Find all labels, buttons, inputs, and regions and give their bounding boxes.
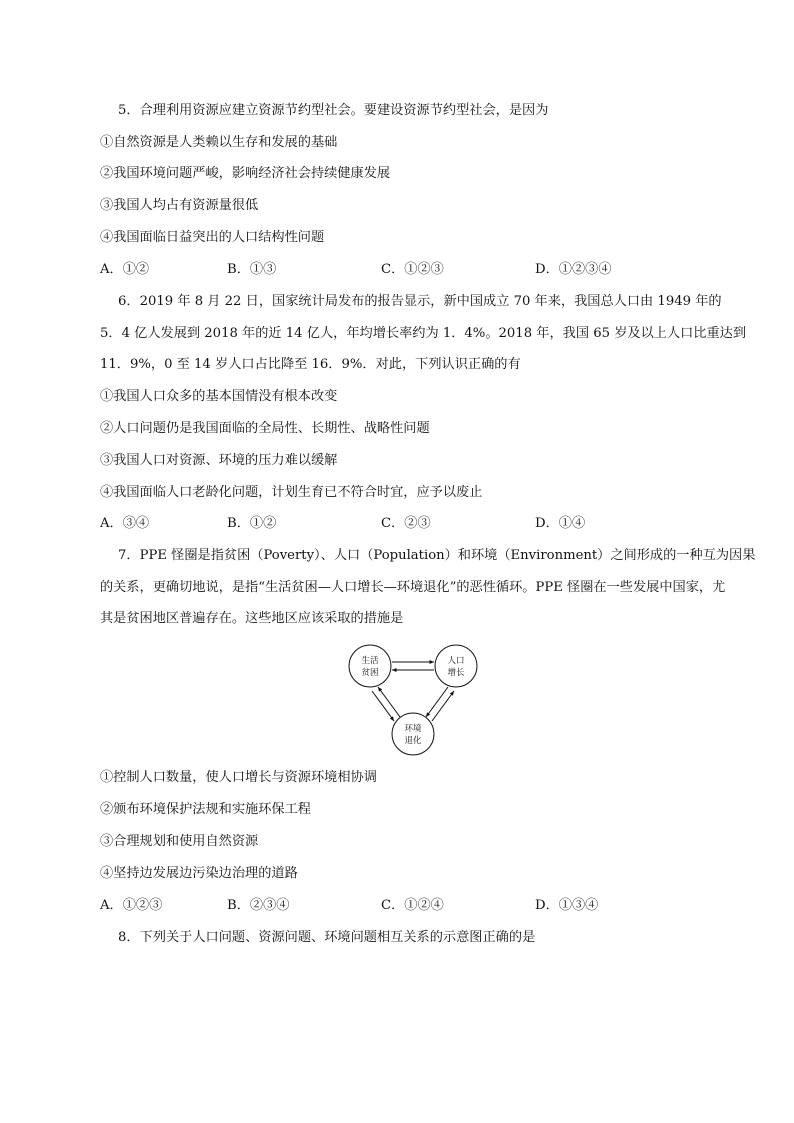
arrow-environment-to-poverty — [378, 687, 400, 717]
node-poverty-label-2: 贫困 — [361, 668, 379, 678]
q7-stem-line-1: 7．PPE 怪圈是指贫困（Poverty）、人口（Population）和环境（Environment）之间形成的一种互为因果 — [118, 548, 756, 563]
node-population-label-1: 人口 — [447, 656, 465, 666]
q7-option-b[interactable]: B．②③④ — [227, 898, 290, 913]
q8-stem: 8．下列关于人口问题、资源问题、环境问题相互关系的示意图正确的是 — [118, 930, 536, 945]
q5-option-d[interactable]: D．①②③④ — [535, 262, 612, 277]
ppe-cycle-svg — [346, 642, 482, 758]
q5-stem: 5．合理利用资源应建立资源节约型社会。要建设资源节约型社会，是因为 — [118, 103, 549, 118]
q7-option-c[interactable]: C．①②④ — [381, 898, 444, 913]
q7-stem-line-2: 的关系，更确切地说，是指“生活贫困—人口增长—环境退化”的恶性循环。PPE 怪圈在一些发展中国家，尤 — [100, 580, 726, 595]
q6-option-c[interactable]: C．②③ — [381, 516, 431, 531]
q7-option-d[interactable]: D．①③④ — [535, 898, 599, 913]
q6-item-3: ③我国人口对资源、环境的压力难以缓解 — [100, 453, 338, 468]
q6-option-a[interactable]: A．③④ — [100, 516, 150, 531]
q6-stem-line-1: 6．2019 年 8 月 22 日，国家统计局发布的报告显示，新中国成立 70 年来，我国总人口由 1949 年的 — [118, 294, 722, 309]
node-environment — [392, 713, 434, 755]
q7-item-4: ④坚持边发展边污染边治理的道路 — [100, 866, 298, 881]
q7-item-3: ③合理规划和使用自然资源 — [100, 834, 259, 849]
node-population — [435, 645, 477, 687]
q7-option-a[interactable]: A．①②③ — [100, 898, 163, 913]
q6-option-d[interactable]: D．①④ — [535, 516, 586, 531]
arrow-poverty-to-environment — [372, 691, 394, 721]
node-poverty-label-1: 生活 — [361, 656, 379, 666]
q5-option-c[interactable]: C．①②③ — [381, 262, 444, 277]
q5-item-4: ④我国面临日益突出的人口结构性问题 — [100, 230, 325, 245]
node-environment-label-1: 环境 — [404, 724, 422, 734]
q6-item-1: ①我国人口众多的基本国情没有根本改变 — [100, 389, 338, 404]
ppe-cycle-diagram — [346, 642, 482, 758]
node-poverty — [349, 645, 391, 687]
q6-item-4: ④我国面临人口老龄化问题，计划生育已不符合时宜，应予以废止 — [100, 485, 483, 500]
q6-item-2: ②人口问题仍是我国面临的全局性、长期性、战略性问题 — [100, 421, 430, 436]
q5-item-3: ③我国人均占有资源量很低 — [100, 198, 259, 213]
q7-stem-line-3: 其是贫困地区普遍存在。这些地区应该采取的措施是 — [100, 611, 404, 626]
q6-option-b[interactable]: B．①② — [227, 516, 277, 531]
q7-item-1: ①控制人口数量，使人口增长与资源环境相协调 — [100, 770, 377, 785]
node-environment-label-2: 退化 — [404, 736, 422, 746]
arrow-environment-to-population — [432, 691, 454, 721]
q6-stem-line-3: 11．9%，0 至 14 岁人口占比降至 16．9%．对此，下列认识正确的有 — [100, 357, 521, 372]
q5-option-a[interactable]: A．①② — [100, 262, 150, 277]
arrow-population-to-environment — [426, 687, 448, 717]
q5-item-1: ①自然资源是人类赖以生存和发展的基础 — [100, 135, 338, 150]
q6-stem-line-2: 5．4 亿人发展到 2018 年的近 14 亿人，年均增长率约为 1．4%。2018 年，我国 65 岁及以上人口比重达到 — [100, 326, 747, 341]
node-population-label-2: 增长 — [447, 668, 465, 678]
q5-option-b[interactable]: B．①③ — [227, 262, 277, 277]
q7-item-2: ②颁布环境保护法规和实施环保工程 — [100, 802, 311, 817]
q5-item-2: ②我国环境问题严峻，影响经济社会持续健康发展 — [100, 166, 391, 181]
